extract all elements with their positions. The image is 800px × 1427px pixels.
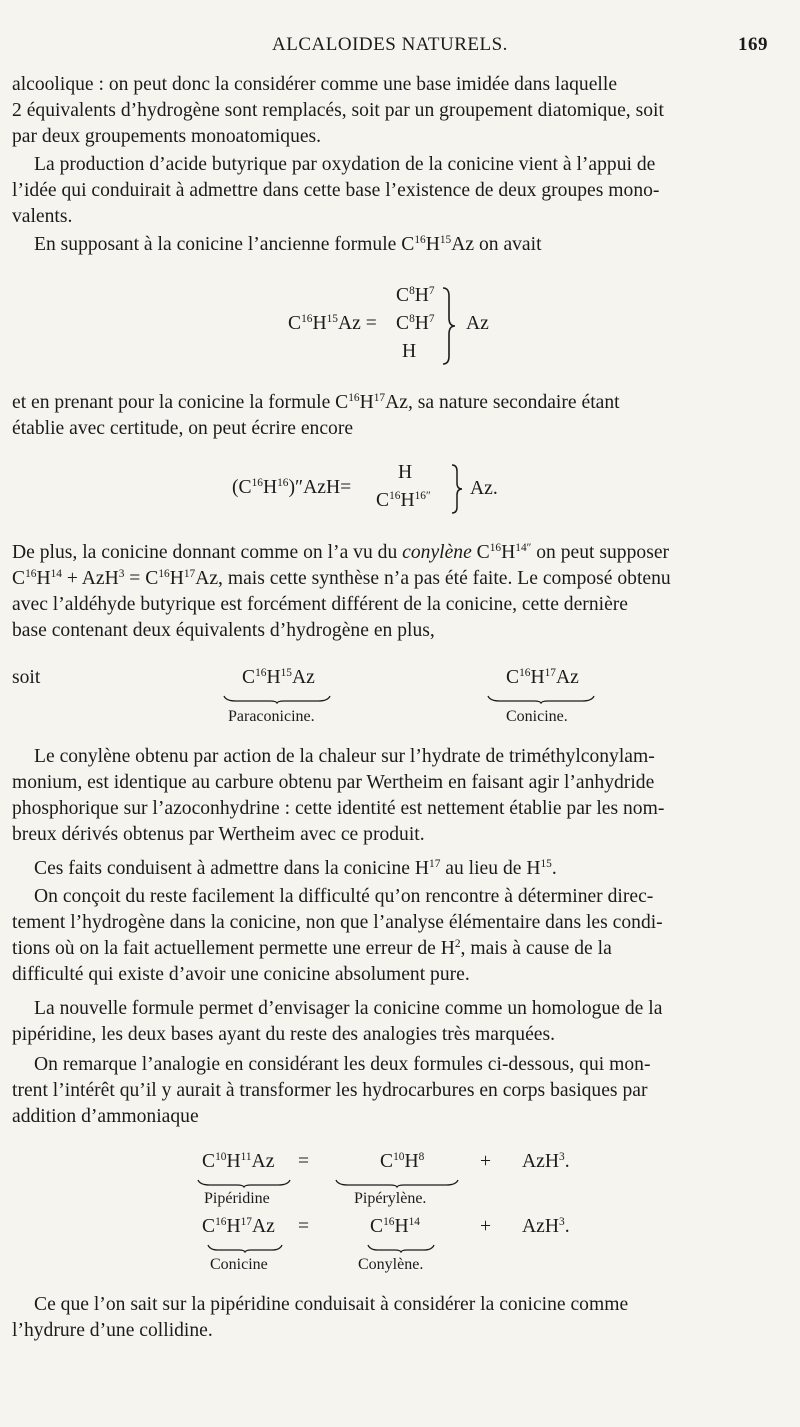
formula-lhs: $(C^{16}H^{16})''AzH=$	[232, 476, 352, 498]
soit-word: soit	[12, 667, 41, 688]
text-line: et en prenant pour la conicine la formule $C^{16}H^{17}Az$, sa nature secondaire étant	[12, 391, 620, 413]
right-brace-icon	[440, 286, 458, 366]
text-line: pipéridine, les deux bases ayant du reste des analogies très marquées.	[12, 1024, 555, 1045]
formula-paraconicine: $C^{16}H^{15}Az$	[242, 666, 315, 688]
formula-top: H	[398, 462, 413, 483]
plus-sign: +	[480, 1216, 492, 1237]
plus-sign: +	[480, 1151, 492, 1172]
caption-conicine: Conicine	[210, 1256, 268, 1273]
text-line: valents.	[12, 206, 73, 227]
paragraph-difficulty	[12, 884, 768, 988]
paragraph-homologue	[12, 996, 768, 1048]
underbrace-icon	[334, 1178, 460, 1188]
text-line: En supposant à la conicine l’ancienne formule $C^{16}H^{15}Az$ on avait	[34, 233, 542, 255]
caption-paraconicine: Paraconicine.	[228, 708, 315, 725]
right-brace-icon	[450, 463, 464, 515]
paragraph-butyric	[12, 152, 768, 230]
equals-sign: =	[298, 1216, 310, 1237]
paragraph-conylene	[12, 540, 768, 644]
formula-conicine: $C^{16}H^{17}Az$	[506, 666, 579, 688]
formula-group-2: $C^8H^7$	[396, 312, 435, 334]
paragraph-collidine	[12, 1292, 768, 1344]
underbrace-icon	[366, 1243, 436, 1253]
formula-conylene: $C^{16}H^{14}$	[370, 1215, 420, 1237]
text-line: établie avec certitude, on peut écrire encore	[12, 418, 354, 439]
text-line: l’hydrure d’une collidine.	[12, 1320, 213, 1341]
text-line: De plus, la conicine donnant comme on l’a vu du conylène $C^{16}H^{14''}$ on peut supposer	[12, 541, 670, 563]
paragraph-continuation	[12, 72, 768, 150]
text-line: Ce que l’on sait sur la pipéridine conduisait à considérer la conicine comme	[34, 1294, 629, 1315]
formula-rhs: Az.	[470, 478, 498, 499]
caption-piperidine: Pipéridine	[204, 1190, 270, 1207]
formula-group-3: H	[402, 341, 417, 362]
text-line: La production d’acide butyrique par oxydation de la conicine vient à l’appui de	[34, 154, 656, 175]
text-line: $C^{16}H^{14} + AzH^3 = C^{16}H^{17}Az$, mais cette synthèse n’a pas été faite. Le composé obtenu	[12, 567, 671, 589]
text-line: monium, est identique au carbure obtenu par Wertheim en faisant agir l’anhydride	[12, 772, 655, 793]
text-line: La nouvelle formule permet d’envisager la conicine comme un homologue de la	[34, 998, 663, 1019]
text-line: trent l’intérêt qu’il y aurait à transformer les hydrocarbures en corps basiques par	[12, 1080, 648, 1101]
formula-ammonia: AzH$^3$.	[522, 1150, 570, 1172]
formula-rhs: Az	[466, 313, 489, 334]
text-line: tions où on la fait actuellement permette une erreur de $H^2$, mais à cause de la	[12, 937, 612, 959]
text-line: On remarque l’analogie en considérant les deux formules ci-dessous, qui mon-	[34, 1054, 651, 1075]
text-line: tement l’hydrogène dans la conicine, non que l’analyse élémentaire dans les condi-	[12, 912, 663, 933]
text-line: l’idée qui conduirait à admettre dans cette base l’existence de deux groupes mono-	[12, 180, 660, 201]
underbrace-icon	[486, 694, 596, 704]
formula-piperidine: $C^{10}H^{11}Az$	[202, 1150, 275, 1172]
text-line: breux dérivés obtenus par Wertheim avec ce produit.	[12, 824, 425, 845]
formula-lhs: $C^{16}H^{15}Az$ =	[288, 312, 377, 334]
text-line: base contenant deux équivalents d’hydrogène en plus,	[12, 620, 435, 641]
paragraph-h17	[12, 856, 768, 882]
text-line: addition d’ammoniaque	[12, 1106, 199, 1127]
text-line: difficulté qui existe d’avoir une conicine absolument pure.	[12, 964, 470, 985]
running-title: ALCALOIDES NATURELS.	[272, 34, 508, 55]
caption-piperylene: Pipérylène.	[354, 1190, 427, 1207]
text-line: Le conylène obtenu par action de la chaleur sur l’hydrate de triméthylconylam-	[34, 746, 655, 767]
underbrace-icon	[206, 1243, 284, 1253]
text-line: phosphorique sur l’azoconhydrine : cette identité est nettement établie par les nom-	[12, 798, 665, 819]
formula-piperylene: $C^{10}H^8$	[380, 1150, 425, 1172]
underbrace-icon	[222, 694, 332, 704]
text-line: avec l’aldéhyde butyrique est forcément différent de la conicine, cette dernière	[12, 594, 628, 615]
caption-conicine: Conicine.	[506, 708, 568, 725]
page-number: 169	[738, 34, 768, 55]
text-line: par deux groupements monoatomiques.	[12, 126, 322, 147]
text-line: On conçoit du reste facilement la difficulté qu’on rencontre à déterminer direc-	[34, 886, 654, 907]
equals-sign: =	[298, 1151, 310, 1172]
formula-ammonia: AzH$^3$.	[522, 1215, 570, 1237]
paragraph-new-formula	[12, 390, 768, 442]
formula-bottom: $C^{16}H^{16''}$	[376, 489, 431, 511]
paragraph-analogie	[12, 1052, 768, 1130]
text-line: alcoolique : on peut donc la considérer comme une base imidée dans laquelle	[12, 74, 618, 95]
formula-conicine: $C^{16}H^{17}Az$	[202, 1215, 275, 1237]
text-line: Ces faits conduisent à admettre dans la conicine $H^{17}$ au lieu de $H^{15}$.	[34, 857, 557, 879]
underbrace-icon	[196, 1178, 292, 1188]
text-line: 2 équivalents d’hydrogène sont remplacés, soit par un groupement diatomique, soit	[12, 100, 664, 121]
paragraph-old-formula	[12, 232, 768, 258]
formula-group-1: $C^8H^7$	[396, 284, 435, 306]
running-header	[12, 34, 768, 64]
caption-conylene: Conylène.	[358, 1256, 424, 1273]
paragraph-wertheim	[12, 744, 768, 848]
